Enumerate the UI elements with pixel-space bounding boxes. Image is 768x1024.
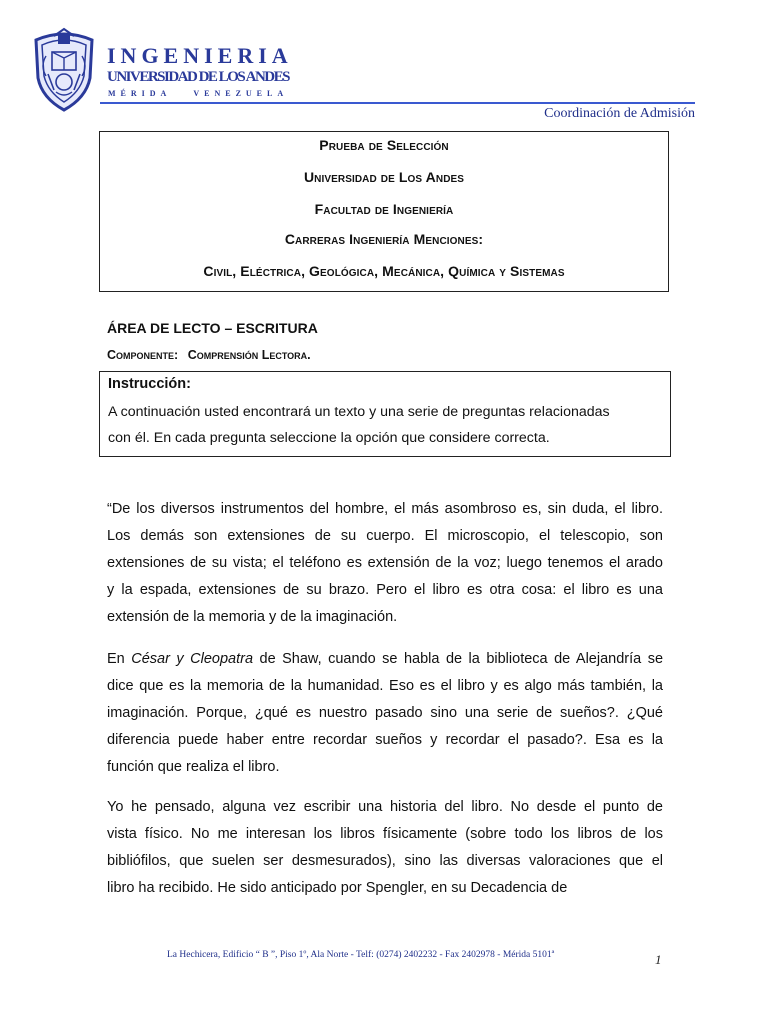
letterhead-location bbox=[108, 90, 288, 98]
passage-text: de Shaw, cuando se habla de la biblioteca de Alejandría se bbox=[253, 651, 664, 667]
page-number: 1 bbox=[655, 952, 662, 967]
passage-line: imaginación. Porque, ¿qué es nuestro pasado sino una serie de sueños?. ¿Qué bbox=[107, 705, 663, 721]
instruction-box bbox=[99, 371, 671, 457]
passage-line: vista físico. No me interesan los libros físicamente (sobre todo los libros de los bbox=[107, 826, 663, 842]
letterhead-university-name: UNIVERSIDAD DE LOS ANDES bbox=[107, 69, 289, 85]
title-line-mentions: Civil, Eléctrica, Geológica, Mecánica, Química y Sistemas bbox=[203, 263, 565, 279]
passage-line: extensiones de su vista; el teléfono es extensión de la voz; luego tenemos el arado bbox=[107, 555, 663, 571]
instruction-line: A continuación usted encontrará un texto y una serie de preguntas relacionadas bbox=[108, 404, 610, 420]
letterhead-city: MÉRIDA bbox=[108, 89, 172, 98]
component-value: Comprensión Lectora. bbox=[187, 348, 311, 362]
title-line-university: Universidad de Los Andes bbox=[303, 169, 465, 185]
header-rule bbox=[100, 102, 695, 104]
letterhead-faculty-name: INGENIERIA bbox=[107, 43, 293, 68]
instruction-title: Instrucción: bbox=[108, 376, 191, 392]
passage-line: dice que es la memoria de la humanidad. Eso es el libro y es algo más también, la bbox=[107, 678, 663, 694]
passage-line: libro ha recibido. He sido anticipado por Spengler, en su Decadencia de bbox=[107, 880, 568, 896]
university-seal-icon bbox=[30, 26, 98, 112]
title-line-faculty: Facultad de Ingeniería bbox=[314, 201, 454, 217]
footer-address: La Hechicera, Edificio “ B ”, Piso 1º, Ala Norte - Telf: (0274) 2402232 - Fax 2402978 - Mérida 5101ª bbox=[167, 950, 555, 960]
letterhead-country: VENEZUELA bbox=[193, 89, 289, 98]
passage-line: diferencia puede haber entre recordar sueños y recordar el pasado?. Esa es la bbox=[107, 732, 663, 748]
title-line-test: Prueba de Selección bbox=[319, 137, 449, 153]
passage-line: Yo he pensado, alguna vez escribir una historia del libro. No desde el punto de bbox=[107, 799, 663, 815]
component-heading bbox=[107, 348, 311, 362]
title-line-programs: Carreras Ingeniería Menciones: bbox=[284, 231, 484, 247]
instruction-line: con él. En cada pregunta seleccione la opción que considere correcta. bbox=[108, 430, 550, 446]
passage-line: bibliófilos, que suelen ser desmesurados), sino las diversas valoraciones que el bbox=[107, 853, 663, 869]
passage-line: Los demás son extensiones de su cuerpo. El microscopio, el telescopio, son bbox=[107, 528, 663, 544]
area-heading: ÁREA DE LECTO – ESCRITURA bbox=[107, 320, 318, 336]
work-title: César y Cleopatra bbox=[131, 651, 254, 667]
office-name: Coordinación de Admisión bbox=[544, 106, 695, 121]
passage-line: función que realiza el libro. bbox=[107, 759, 280, 775]
passage-text: En bbox=[107, 651, 132, 667]
passage-line: “De los diversos instrumentos del hombre, el más asombroso es, sin duda, el libro. bbox=[107, 501, 663, 517]
component-label: Componente: bbox=[107, 348, 179, 362]
passage-line bbox=[107, 650, 663, 668]
title-box bbox=[99, 131, 669, 292]
passage-line: extensión de la memoria y de la imaginación. bbox=[107, 609, 398, 625]
passage-line: y la espada, extensiones de su brazo. Pero el libro es otra cosa: el libro es una bbox=[107, 582, 663, 598]
